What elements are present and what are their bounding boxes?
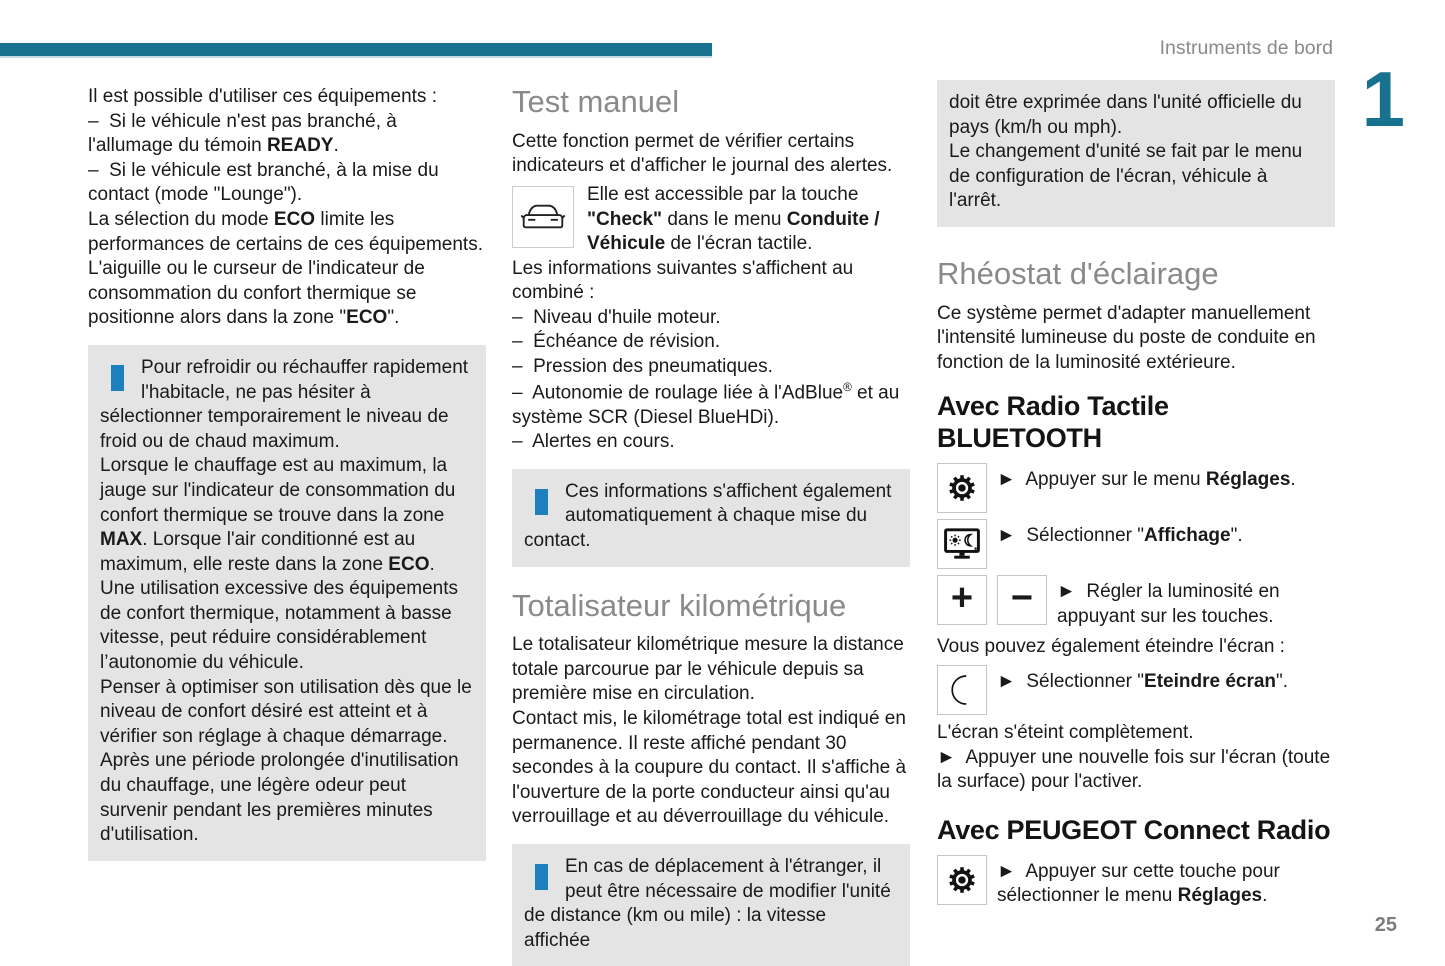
- step-text: ► Appuyer sur le menu Réglages.: [997, 469, 1296, 491]
- list-item: – Échéance de révision.: [512, 331, 721, 353]
- info-icon: [111, 360, 124, 401]
- paragraph: L'écran s'éteint complètement.: [937, 721, 1194, 743]
- list-item: – Niveau d'huile moteur.: [512, 306, 721, 328]
- plus-glyph: +: [950, 577, 974, 620]
- info-box-auto-display: [512, 469, 910, 567]
- crescent-moon-icon: [937, 665, 987, 715]
- paragraph: Les informations suivantes s'affichent au combiné :: [512, 257, 854, 304]
- info-icon: [535, 859, 548, 900]
- step-settings: [937, 463, 1335, 513]
- step-display: [937, 519, 1335, 569]
- section-title-test-manuel: Test manuel: [512, 84, 680, 119]
- paragraph: ► Appuyer une nouvelle fois sur l'écran (toute la surface) pour l'activer.: [937, 746, 1331, 793]
- list-item: – Pression des pneumatiques.: [512, 356, 773, 378]
- paragraph: Après une période prolongée d'inutilisation du chauffage, une légère odeur peut survenir pendant les premières minutes d'utilisation.: [100, 750, 459, 846]
- section-title-totalisateur: Totalisateur kilométrique: [512, 587, 847, 623]
- running-header: Instruments de bord: [1159, 37, 1333, 59]
- paragraph: Pour refroidir ou réchauffer rapidement l'habitacle, ne pas hésiter à sélectionner temporairement le niveau de froid ou de chaud maximum.: [100, 356, 469, 452]
- plus-button-icon: [937, 575, 987, 625]
- column-1: [88, 85, 486, 861]
- step-text: ► Appuyer sur cette touche pour sélectionner le menu Réglages.: [997, 860, 1280, 907]
- paragraph: Le changement d'unité se fait par le menu de configuration de l'écran, véhicule à l'arrêt.: [949, 141, 1303, 212]
- paragraph: doit être exprimée dans l'unité officielle du pays (km/h ou mph).: [949, 92, 1302, 138]
- paragraph: L'aiguille ou le curseur de l'indicateur de consommation du confort thermique se positionne alors dans la zone "ECO".: [88, 258, 425, 329]
- check-access-block: [512, 183, 910, 257]
- gear-icon: [937, 855, 987, 905]
- paragraph: Contact mis, le kilométrage total est indiqué en permanence. Il reste affiché pendant 30 secondes à la coupure du contact. Il s'affiche à l'ouverture de la porte conducteur ainsi qu'au verrouillage et au déverrouillage du véhicule.: [512, 708, 907, 828]
- info-icon: [535, 484, 548, 525]
- paragraph: Le totalisateur kilométrique mesure la distance totale parcourue par le véhicule depuis sa première mise en circulation.: [512, 634, 904, 705]
- paragraph: Penser à optimiser son utilisation dès que le niveau de confort désiré est atteint et à vérifier son réglage à chaque démarrage.: [100, 676, 472, 747]
- paragraph: Cette fonction permet de vérifier certains indicateurs et d'afficher le journal des alertes.: [512, 130, 893, 177]
- paragraph: Vous pouvez également éteindre l'écran :: [937, 636, 1285, 658]
- paragraph: En cas de déplacement à l'étranger, il peut être nécessaire de modifier l'unité de distance (km ou mile) : la vitesse affichée: [524, 856, 891, 951]
- paragraph: Une utilisation excessive des équipements de confort thermique, notamment à basse vitesse, peut réduire considérablement l’autonomie du véhicule.: [100, 578, 459, 674]
- paragraph: La sélection du mode ECO limite les performances de certains de ces équipements.: [88, 208, 483, 255]
- step-text: ► Régler la luminosité en appuyant sur les touches.: [1057, 581, 1280, 627]
- column-3: [937, 80, 1335, 915]
- paragraph: Ce système permet d'adapter manuellement l'intensité lumineuse du poste de conduite en fonction de la luminosité extérieure.: [937, 302, 1316, 373]
- display-day-night-icon: [937, 519, 987, 569]
- list-item: – Alertes en cours.: [512, 431, 675, 453]
- subsection-radio-tactile-bluetooth: Avec Radio Tactile BLUETOOTH: [937, 391, 1169, 454]
- paragraph: Lorsque le chauffage est au maximum, la jauge sur l'indicateur de consommation du confort thermique se trouve dans la zone MAX. Lorsque l'air conditionné est au maximum, elle reste dans la zone ECO.: [100, 455, 456, 575]
- step-text: ► Sélectionner "Affichage".: [997, 525, 1243, 547]
- section-title-rheostat: Rhéostat d'éclairage: [937, 255, 1219, 291]
- page-number: 25: [1374, 914, 1397, 937]
- step-text: ► Sélectionner "Eteindre écran".: [997, 670, 1289, 692]
- minus-button-icon: [997, 575, 1047, 625]
- subsection-peugeot-connect-radio: Avec PEUGEOT Connect Radio: [937, 814, 1331, 845]
- step-screen-off: [937, 665, 1335, 715]
- info-box-units-continued: [937, 80, 1335, 227]
- car-front-icon: [512, 186, 574, 248]
- step-settings-connect: [937, 855, 1335, 909]
- paragraph: Elle est accessible par la touche "Check" dans le menu Conduite / Véhicule de l'écran tactile.: [587, 183, 880, 255]
- chapter-number: 1: [1361, 55, 1403, 143]
- list-item: – Autonomie de roulage liée à l'AdBlue® et au système SCR (Diesel BlueHDi).: [512, 380, 900, 428]
- paragraph: Il est possible d'utiliser ces équipements :: [88, 86, 437, 107]
- list-item: – Si le véhicule n'est pas branché, à l'allumage du témoin READY.: [88, 110, 397, 157]
- info-box-units: [512, 844, 910, 966]
- step-brightness: [937, 575, 1335, 629]
- paragraph: Ces informations s'affichent également automatiquement à chaque mise du contact.: [524, 480, 892, 551]
- list-item: – Si le véhicule est branché, à la mise du contact (mode "Lounge").: [88, 159, 439, 206]
- chapter-accent-bar: [0, 43, 712, 56]
- minus-glyph: −: [1010, 577, 1034, 620]
- info-box-thermal-comfort: [88, 345, 486, 861]
- column-2: [512, 85, 910, 966]
- gear-icon: [937, 463, 987, 513]
